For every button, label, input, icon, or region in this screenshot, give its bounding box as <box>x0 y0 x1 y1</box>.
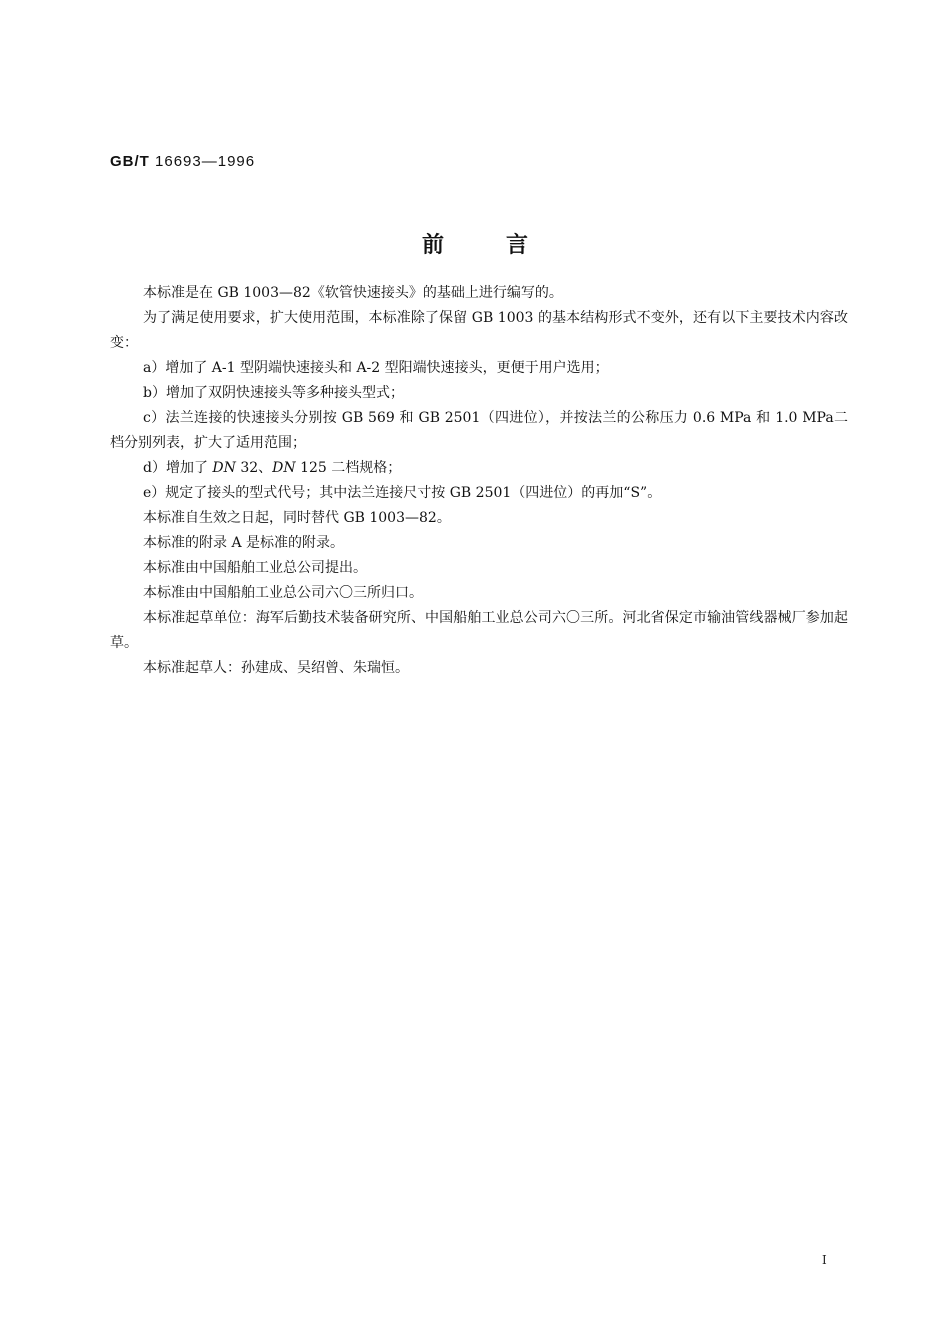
standard-code: 16693—1996 <box>155 153 256 170</box>
list-item-d <box>110 456 848 481</box>
list-item-d-suffix: 125 二档规格； <box>295 460 402 476</box>
standard-prefix: GB/T <box>110 153 150 170</box>
paragraph-drafting-units: 本标准起草单位：海军后勤技术装备研究所、中国船舶工业总公司六〇三所。河北省保定市输油管线器械厂参加起草。 <box>110 610 848 651</box>
paragraph-replaces: 本标准自生效之日起，同时替代 GB 1003—82。 <box>143 510 451 526</box>
paragraph-proposed-by: 本标准由中国船舶工业总公司提出。 <box>143 560 367 576</box>
dn-symbol: DN <box>212 460 236 476</box>
paragraph-appendix: 本标准的附录 A 是标准的附录。 <box>143 535 345 551</box>
standard-number <box>110 153 255 170</box>
list-item-c: c）法兰连接的快速接头分别按 GB 569 和 GB 2501（四进位），并按法兰的公称压力 0.6 MPa 和 1.0 MPa二档分别列表，扩大了适用范围； <box>110 410 848 451</box>
page-number: I <box>822 1253 827 1267</box>
paragraph-managed-by: 本标准由中国船舶工业总公司六〇三所归口。 <box>143 585 423 601</box>
page-title: 前言 <box>421 233 590 258</box>
foreword-body <box>110 281 848 681</box>
list-item-d-mid: 32、 <box>235 460 273 476</box>
dn-symbol: DN <box>272 460 296 476</box>
list-item-e: e）规定了接头的型式代号；其中法兰连接尺寸按 GB 2501（四进位）的再加“S”。 <box>143 485 662 501</box>
list-item-d-prefix: d）增加了 <box>143 460 213 476</box>
paragraph-drafters: 本标准起草人：孙建成、吴绍曾、朱瑞恒。 <box>143 660 409 676</box>
paragraph-basis: 本标准是在 GB 1003—82《软管快速接头》的基础上进行编写的。 <box>143 285 563 301</box>
list-item-a: a）增加了 A-1 型阴端快速接头和 A-2 型阳端快速接头，更便于用户选用； <box>143 360 609 376</box>
paragraph-changes-intro: 为了满足使用要求，扩大使用范围，本标准除了保留 GB 1003 的基本结构形式不变外，还有以下主要技术内容改变： <box>110 310 848 351</box>
list-item-b: b）增加了双阴快速接头等多种接头型式； <box>143 385 404 401</box>
